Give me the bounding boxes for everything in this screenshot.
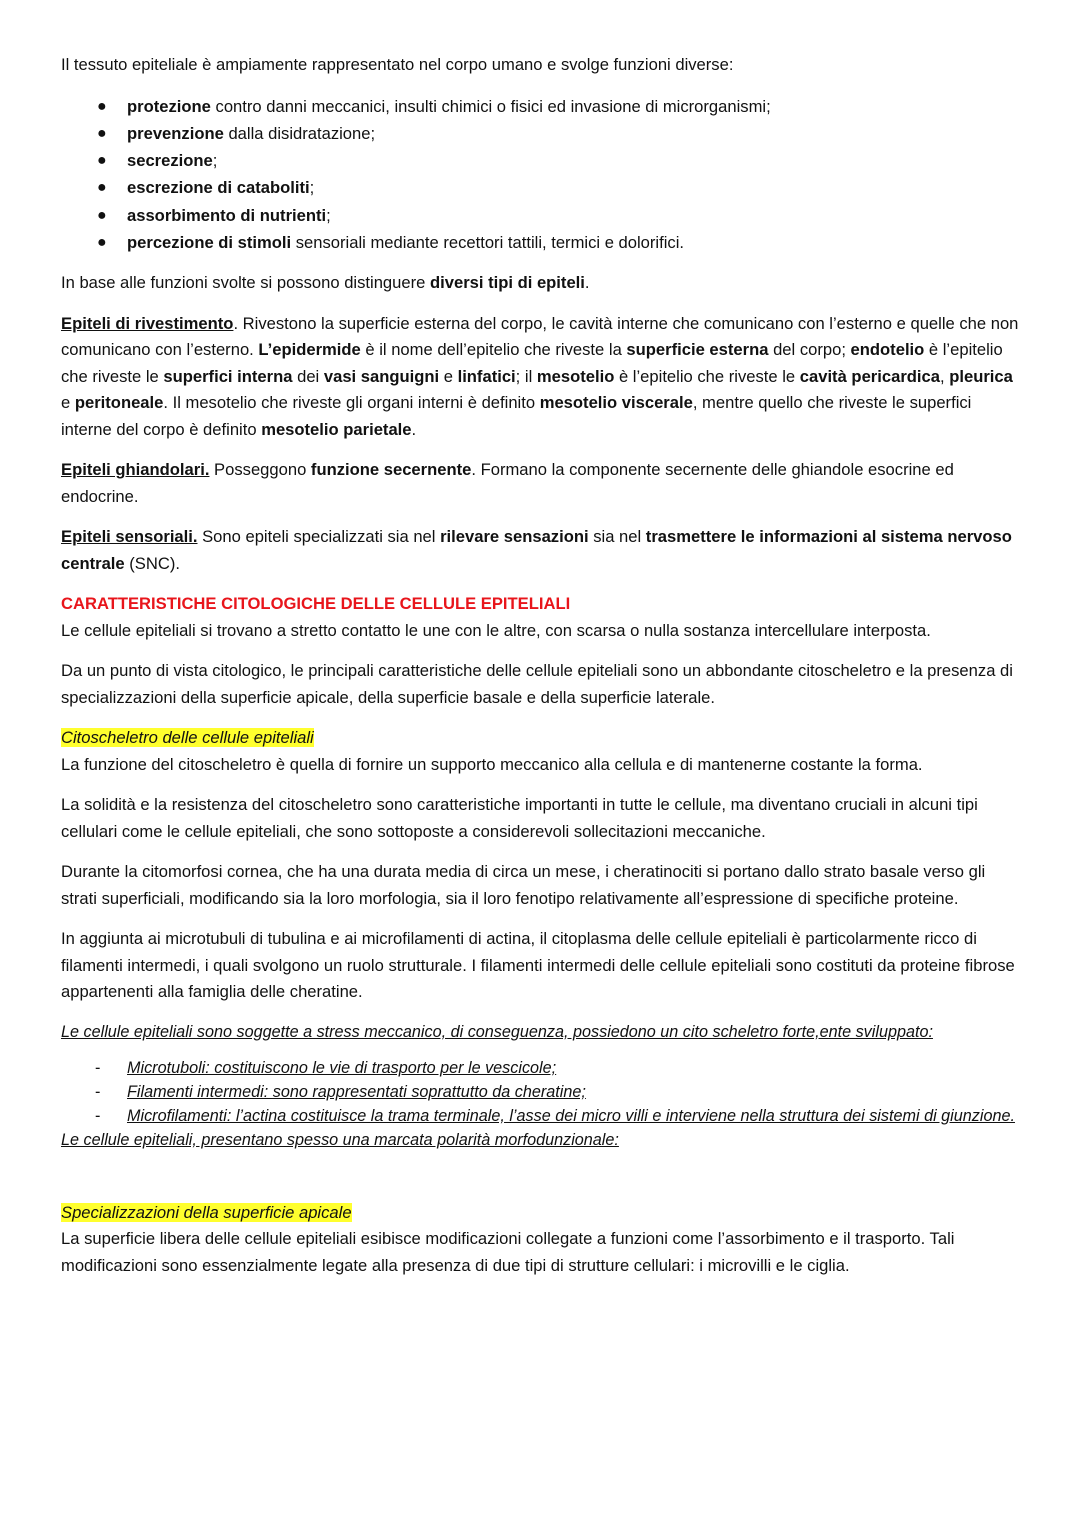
polarity-note: Le cellule epiteliali, presentano spesso una marcata polarità morfodunzionale: [61,1130,619,1149]
list-item: ● escrezione di cataboliti; [127,174,1020,201]
bullet-icon: ● [97,206,107,224]
list-item: ● secrezione; [127,147,1020,174]
apicale-heading: Specializzazioni della superficie apicale [61,1202,352,1222]
list-item: - Microfilamenti: l’actina costituisce la trama terminale, l’asse dei micro villi e interviene nella struttura dei sistemi di giunzione. [127,1104,1020,1128]
dash-icon: - [95,1058,101,1077]
citoscheletro-paragraph-2: La solidità e la resistenza del citoscheletro sono caratteristiche importanti in tutte le cellule, ma diventano cruciali in alcuni tipi cellulari come le cellule epiteliali, che sono sottoposte a considerevoli sollecitazioni meccaniche. [61,795,978,841]
bullet-icon: ● [97,97,107,115]
citoscheletro-paragraph-1: La funzione del citoscheletro è quella di fornire un supporto meccanico alla cellula e di mantenerne costante la forma. [61,754,923,774]
citoscheletro-paragraph-3: Durante la citomorfosi cornea, che ha una durata media di circa un mese, i cheratinociti si portano dallo strato basale verso gli strati superficiali, modificando sia la loro morfologia, sia il loro fenotipo relativamente all’espressione di specifiche proteine. [61,862,986,908]
epiteli-ghiandolari-paragraph: Epiteli ghiandolari. Posseggono funzione secernente. Formano la componente secernente delle ghiandole esocrine ed endocrine. [61,460,954,506]
bullet-icon: ● [97,124,107,142]
list-item: - Microtuboli: costituiscono le vie di trasporto per le vescicole; [127,1056,1020,1080]
citoscheletro-heading: Citoscheletro delle cellule epiteliali [61,728,314,748]
list-item: ● protezione contro danni meccanici, insulti chimici o fisici ed invasione di microrganismi; [127,93,1020,120]
stress-note: Le cellule epiteliali sono soggette a stress meccanico, di conseguenza, possiedono un cito scheletro forte,ente sviluppato: [61,1022,933,1041]
epiteli-rivestimento-paragraph: Epiteli di rivestimento. Rivestono la superficie esterna del corpo, le cavità interne che comunicano con l’esterno e quelle che non comunicano con l’esterno. L’epidermide è il nome dell’epitelio che riveste la superficie esterna del corpo; endotelio è l’epitelio che riveste le superfici interna dei vasi sanguigni e linfatici; il mesotelio è l’epitelio che riveste le cavità pericardica, pleurica e peritoneale. Il mesotelio che riveste gli organi interni è definito mesotelio viscerale, mentre quello che riveste le superfici interne del corpo è definito mesotelio parietale. [61,313,1019,439]
apicale-paragraph: La superficie libera delle cellule epiteliali esibisce modificazioni collegate a funzioni come l’assorbimento e il trasporto. Tali modificazioni sono essenzialmente legate alla presenza di due tipi di strutture cellulari: i microvilli e le ciglia. [61,1229,955,1275]
bullet-icon: ● [97,152,107,170]
dash-icon: - [95,1082,101,1101]
section-title: Epiteli ghiandolari. [61,460,210,480]
section-title: Epiteli di rivestimento [61,313,234,333]
citologiche-heading: CARATTERISTICHE CITOLOGICHE DELLE CELLULE EPITELIALI [61,594,571,614]
citologiche-paragraph-2: Da un punto di vista citologico, le principali caratteristiche delle cellule epiteliali sono un abbondante citoscheletro e la presenza di specializzazioni della superficie apicale, della superficie basale e della superficie laterale. [61,661,1013,707]
section-title: Epiteli sensoriali. [61,527,198,547]
types-intro-paragraph: In base alle funzioni svolte si possono distinguere diversi tipi di epiteli. [61,273,590,293]
epiteli-sensoriali-paragraph: Epiteli sensoriali. Sono epiteli specializzati sia nel rilevare sensazioni sia nel trasmettere le informazioni al sistema nervoso centrale (SNC). [61,527,1012,573]
list-item: ● assorbimento di nutrienti; [127,202,1020,229]
citologiche-paragraph-1: Le cellule epiteliali si trovano a stretto contatto le une con le altre, con scarsa o nulla sostanza intercellulare interposta. [61,620,931,640]
bullet-icon: ● [97,233,107,251]
citoscheletro-paragraph-4: In aggiunta ai microtubuli di tubulina e ai microfilamenti di actina, il citoplasma delle cellule epiteliali è particolarmente ricco di filamenti intermedi, i quali svolgono un ruolo strutturale. I filamenti intermedi delle cellule epiteliali sono costituti da proteine fibrose appartenenti alla famiglia delle cheratine. [61,929,1015,1002]
functions-list [61,93,1020,257]
dash-icon: - [95,1106,101,1125]
intro-paragraph: Il tessuto epiteliale è ampiamente rappresentato nel corpo umano e svolge funzioni diverse: [61,55,734,74]
list-item: - Filamenti intermedi: sono rappresentati soprattutto da cheratine; [127,1080,1020,1104]
list-item: ● percezione di stimoli sensoriali mediante recettori tattili, termici e dolorifici. [127,229,1020,256]
bullet-icon: ● [97,179,107,197]
list-item: ● prevenzione dalla disidratazione; [127,120,1020,147]
cytoskeleton-components-list [61,1056,1020,1128]
spacer [61,1152,1020,1200]
